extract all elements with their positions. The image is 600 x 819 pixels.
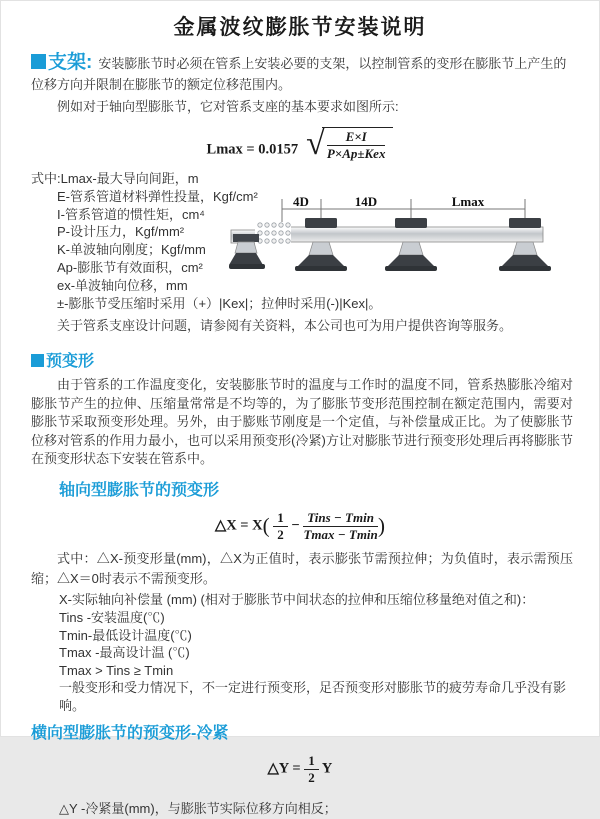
support-example-line: 例如对于轴向型膨胀节，它对管系支座的基本要求如图所示: xyxy=(57,99,399,114)
lateral-formula-rhs: Y xyxy=(321,760,333,777)
left-paren: ( xyxy=(262,513,270,538)
preform-body-paragraph: 由于管系的工作温度变化，安装膨胀节时的温度与工作时的温度不同，管系热膨胀冷缩对膨胀节产生的拉伸、压缩量常常是不均等的，为了膨胀节变形范围控制在额定范围内，需要对膨胀节采取预变形处理。另外，由于膨账节刚度是一个定值，与补偿量成正比。为了使膨胀节位移对管系的作用力最小，也可以采用预变形(冷紧)方让对膨胀节进行预变形处理后再将膨胀节在预变形状态下安装在管系中。 xyxy=(31,377,573,466)
section-bullet-icon xyxy=(31,54,46,69)
note-line: Tmax -最高设计温 (℃) xyxy=(59,645,190,661)
page-title: 金属波纹膨胀节安装说明 xyxy=(173,16,427,39)
lmax-formula-denominator: P×Ap±Kex xyxy=(326,146,386,161)
section-bullet-icon xyxy=(31,354,44,367)
note-line: Tmin-最低设计温度(℃) xyxy=(59,627,192,643)
bellows xyxy=(255,222,291,248)
axial-formula-numerator: Tins − Tmin xyxy=(303,511,378,527)
lmax-formula xyxy=(1,123,599,165)
pipe-support-diagram xyxy=(229,194,581,294)
lateral-subsection-heading: 横向型膨胀节的预变形-冷紧 xyxy=(31,724,229,742)
definitions-and-diagram xyxy=(31,170,573,336)
note-line: X-实际轴向补偿量 (mm) (相对于膨胀节中间状态的拉伸和压缩位移量绝对值之和)： xyxy=(59,592,535,608)
minus-sign: − xyxy=(291,517,300,534)
preform-section-heading xyxy=(31,351,599,372)
lmax-formula-lhs: Lmax = 0.0157 xyxy=(206,142,299,158)
axial-formula-lhs: △X = X xyxy=(215,517,263,534)
consult-service-line: 关于管系支座设计问题，请参阅有关资料，本公司也可为用户提供咨询等服务。 xyxy=(57,318,513,334)
axial-notes-list xyxy=(31,591,573,714)
support-intro-text: 安装膨胀节时必须在管系上安装必要的支架，以控制管系的变形在膨胀节上产生的位移方向并限制在膨胀节的额定位移范围内。 xyxy=(31,56,567,92)
radical-sign: √ xyxy=(306,125,325,162)
preform-heading-text: 预变形 xyxy=(46,353,95,371)
definition-line: E-管系管道材料弹性投量，Kgf/cm² xyxy=(57,188,258,204)
half-denominator: 2 xyxy=(277,526,284,542)
guide-support xyxy=(295,218,347,271)
dim-label-lmax: Lmax xyxy=(451,194,485,209)
axial-formula-explanation: 式中：△X-预变形量(mm)，△X为正值时，表示膨张节需预拉伸；为负值时，表示需预压缩；△X＝0时表示不需预变形。 xyxy=(31,551,573,587)
definition-line: P-设计压力，Kgf/mm² xyxy=(57,224,185,240)
support-section-heading: 支架: xyxy=(48,52,93,73)
lateral-formula xyxy=(1,753,599,787)
lmax-formula-numerator: E×I xyxy=(327,130,386,146)
dim-label-14d: 14D xyxy=(354,194,378,209)
lateral-formula-lhs: △Y = xyxy=(267,760,301,777)
lateral-half-numerator: 1 xyxy=(304,754,319,770)
axial-formula-denominator: Tmax − Tmin xyxy=(303,526,378,542)
note-line: 一般变形和受力情况下，不一定进行预变形，足否预变形对膨胀节的疲劳寿命几乎没有影响。 xyxy=(59,680,567,713)
half-numerator: 1 xyxy=(273,511,288,527)
note-line: Tmax > Tins ≥ Tmin xyxy=(59,662,174,678)
definition-line: K-单波轴向刚度；Kgf/mm xyxy=(57,242,206,258)
right-paren: ) xyxy=(377,513,385,538)
note-line: Tins -安装温度(℃) xyxy=(59,610,165,625)
dim-label-4d: 4D xyxy=(293,194,309,209)
axial-subsection-heading: 轴向型膨胀节的预变形 xyxy=(59,482,220,500)
definition-line: I-管系管道的惯性矩，cm⁴ xyxy=(57,206,205,222)
lateral-half-denominator: 2 xyxy=(308,770,315,786)
guide-support xyxy=(499,218,551,271)
guide-support xyxy=(385,218,437,271)
lateral-note-line: △Y -冷紧量(mm)，与膨胀节实际位移方向相反； xyxy=(59,800,337,816)
definition-line: Ap-膨胀节有效面积，cm² xyxy=(57,259,203,275)
support-section-intro xyxy=(31,52,573,95)
axial-formula xyxy=(1,508,599,544)
plusminus-rule-line: ±-膨胀节受压缩时采用（+）|Kex|；拉伸时采用(-)|Kex|。 xyxy=(57,295,382,311)
definition-line: ex-单波轴向位移，mm xyxy=(57,277,188,293)
definition-line: 式中:Lmax-最大导向间距，m xyxy=(31,171,199,186)
